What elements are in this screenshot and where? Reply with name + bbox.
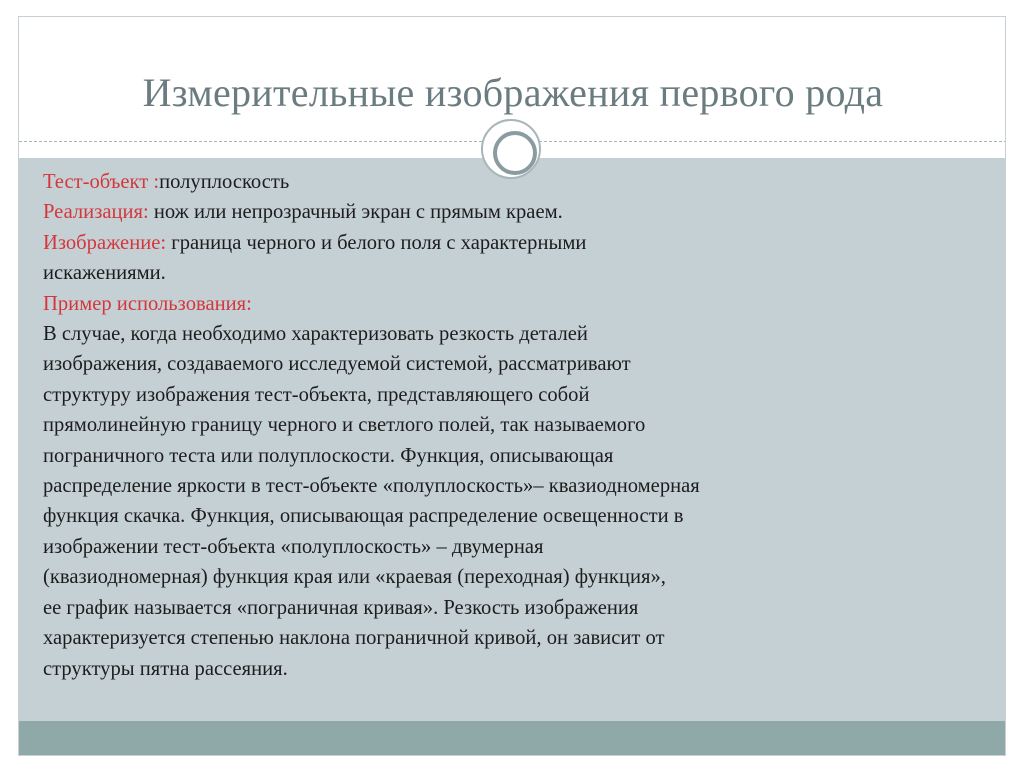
image-line-continued: искажениями. [43,262,166,285]
paragraph-line: функция скачка. Функция, описывающая распределение освещенности в [43,505,684,528]
paragraph-line: ее график называется «пограничная кривая». Резкость изображения [43,596,639,619]
image-label: Изображение: [43,231,167,254]
paragraph-line: (квазиодномерная) функция края или «краевая (переходная) функция», [43,566,666,589]
paragraph-line: характеризуется степенью наклона пограничной кривой, он зависит от [43,627,665,650]
test-object-line [43,167,993,197]
paragraph-line: изображения, создаваемого исследуемой системой, рассматривают [43,353,631,376]
image-value: граница черного и белого поля с характерными [166,231,587,254]
paragraph-line: распределение яркости в тест-объекте «полуплоскость»– квазиодномерная [43,475,700,498]
paragraph-line: прямолинейную границу черного и светлого полей, так называемого [43,414,646,437]
paragraph-line: структуру изображения тест-объекта, представляющего собой [43,383,590,406]
paragraph-line: структуры пятна рассеяния. [43,657,288,680]
slide-frame [18,16,1006,756]
test-object-value: полуплоскость [159,171,290,193]
usage-example-label: Пример использования: [43,292,252,315]
paragraph-line: изображении тест-объекта «полуплоскость» – двумерная [43,535,544,558]
footer-band [19,721,1006,756]
paragraph-line: пограничного теста или полуплоскости. Функция, описывающая [43,444,614,467]
test-object-label: Тест-объект : [43,171,160,193]
body-text [43,167,993,684]
realization-line [43,197,993,227]
paragraph-line: В случае, когда необходимо характеризовать резкость деталей [43,323,588,346]
image-line [43,228,993,258]
slide-title: Измерительные изображения первого рода [142,70,884,115]
realization-value: нож или непрозрачный экран с прямым краем. [148,201,563,224]
realization-label: Реализация: [43,201,149,224]
